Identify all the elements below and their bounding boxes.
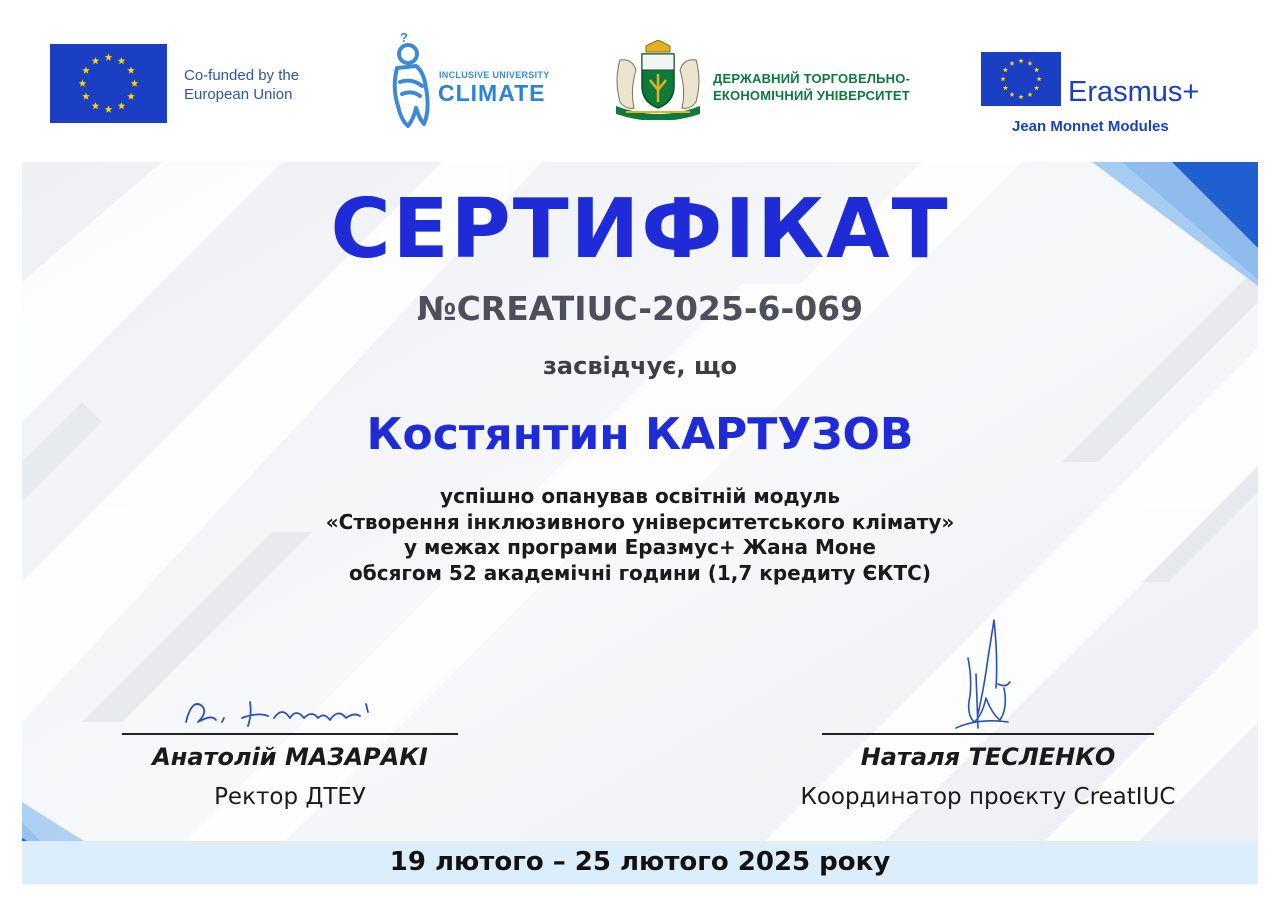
eu-star-icon [1000, 76, 1005, 81]
svg-text:?: ? [400, 30, 408, 45]
eu-star-icon [92, 102, 100, 109]
coordinator-role: Координатор проєкту CreatIUC [800, 784, 1176, 810]
eu-star-icon [127, 67, 135, 74]
certificate-attests: засвідчує, що [542, 352, 737, 380]
eu-star-icon [118, 57, 126, 64]
rector-signature-line [122, 733, 458, 735]
eu-flag-icon [50, 44, 167, 123]
eu-star-icon [118, 102, 126, 109]
eu-star-icon [79, 80, 87, 87]
eu-star-icon [1018, 94, 1023, 99]
rector-role: Ректор ДТЕУ [214, 784, 366, 810]
eu-star-icon [1009, 92, 1014, 97]
header-logos [0, 0, 1280, 160]
eu-star-icon [1036, 76, 1041, 81]
body-line-2: «Створення інклюзивного університетського клімату» [325, 509, 955, 534]
eu-star-icon [1003, 67, 1008, 72]
eu-star-icon [1018, 58, 1023, 63]
university-name-line-2: ЕКОНОМІЧНИЙ УНІВЕРСИТЕТ [713, 88, 910, 103]
body-line-3: у межах програми Еразмус+ Жана Моне [404, 535, 876, 559]
rector-name: Анатолій МАЗАРАКІ [152, 743, 428, 771]
iuc-logo-title: CLIMATE [438, 80, 546, 106]
certificate-title: СЕРТИФІКАТ [330, 182, 950, 277]
eu-star-icon [1009, 61, 1014, 66]
eu-star-icon [1027, 92, 1032, 97]
certificate-body [22, 484, 1258, 586]
eu-line-2: European Union [184, 86, 293, 103]
eu-star-icon [1003, 85, 1008, 90]
university-crest-icon [612, 40, 704, 120]
eu-star-icon [105, 54, 113, 61]
certificate-number: №CREATIUC-2025-6-069 [416, 289, 864, 328]
eu-star-icon [82, 93, 90, 100]
rector-signature-image [178, 692, 388, 732]
body-line-4: обсягом 52 академічні години (1,7 кредиту ЄКТС) [349, 560, 931, 585]
coordinator-signature-image [948, 618, 1018, 736]
eu-star-icon [92, 57, 100, 64]
iuc-logo-small-text: INCLUSIVE UNIVERSITY [439, 70, 550, 80]
erasmus-flag-icon [981, 52, 1061, 106]
erasmus-title: Erasmus+ [1068, 76, 1200, 108]
certificate-dates: 19 лютого – 25 лютого 2025 року [389, 847, 891, 877]
university-name-line-1: ДЕРЖАВНИЙ ТОРГОВЕЛЬНО- [713, 71, 911, 86]
eu-line-1: Co-funded by the [184, 67, 300, 84]
eu-star-icon [82, 67, 90, 74]
eu-star-icon [1027, 61, 1032, 66]
coordinator-name: Наталя ТЕСЛЕНКО [860, 743, 1116, 771]
eu-star-icon [105, 106, 113, 113]
university-name [713, 70, 910, 104]
erasmus-subtitle: Jean Monnet Modules [1012, 118, 1169, 135]
eu-star-icon [127, 93, 135, 100]
eu-cofunded-text [184, 66, 299, 104]
recipient-name: Костянтин КАРТУЗОВ [366, 409, 914, 460]
eu-star-icon [1034, 67, 1039, 72]
coordinator-signature-line [822, 733, 1154, 735]
eu-star-icon [131, 80, 139, 87]
eu-star-icon [1034, 85, 1039, 90]
body-line-1: успішно опанував освітній модуль [440, 484, 840, 508]
